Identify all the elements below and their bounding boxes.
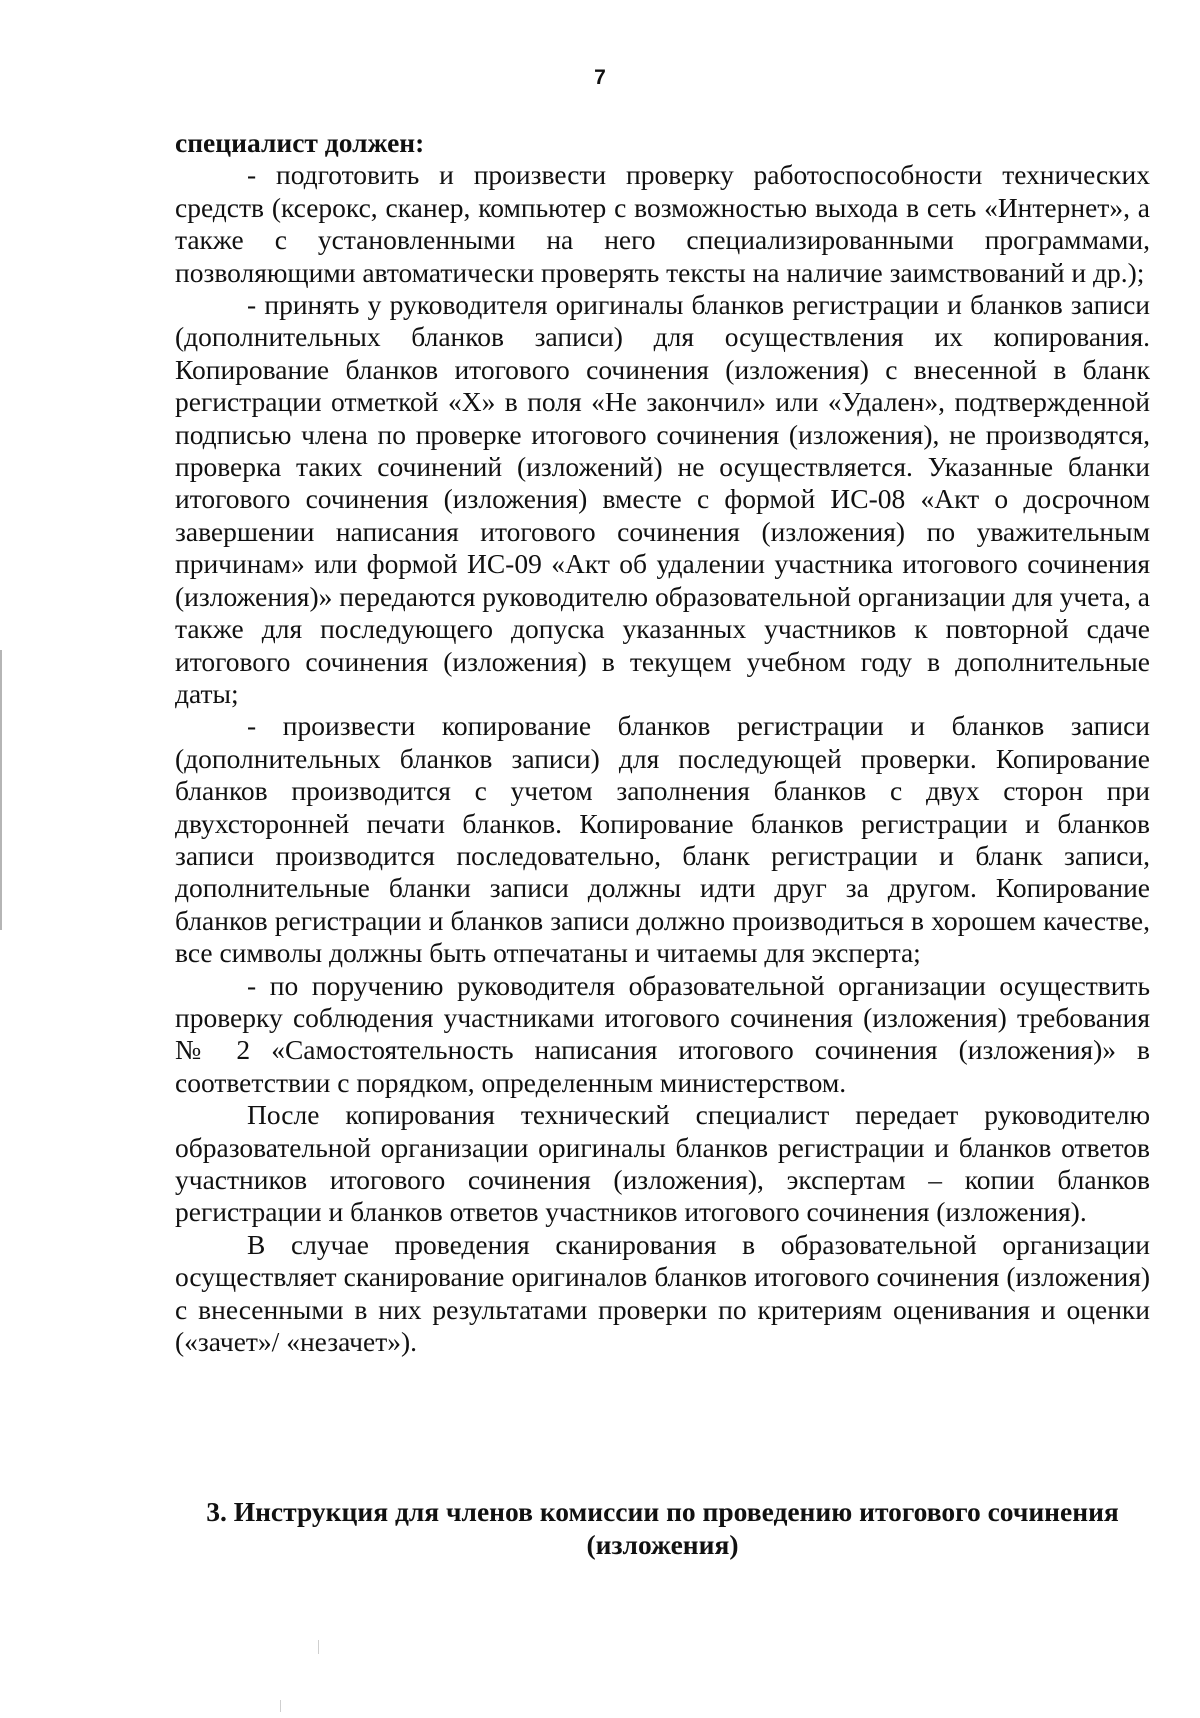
paragraph-accept-originals: - принять у руководителя оригиналы бланков регистрации и бланков записи (дополнительных бланков записи) для осуществления их копирования. Копирование бланков итогового сочинения (изложения) с внесенной в бланк регистрации отметкой «X» в поля «Не закончил» или «Удален», подтвержденной подписью члена по проверке итогового сочинения (изложения), не производятся, проверка таких сочинений (изложений) не осуществляется. Указанные бланки итогового сочинения (изложения) вместе с формой ИС-08 «Акт о досрочном завершении написания итогового сочинения (изложения) по уважительным причинам» или формой ИС-09 «Акт об удалении участника итогового сочинения (изложения)» передаются руководителю образовательной организации для учета, а также для последующего допуска указанных участников к повторной сдаче итогового сочинения (изложения) в текущем учебном году в дополнительные даты; xyxy=(175,289,1150,709)
paragraph-copy-forms: - произвести копирование бланков регистрации и бланков записи (дополнительных бланков записи) для последующей проверки. Копирование бланков производится с учетом заполнения бланков с двух сторон при двухсторонней печати бланков. Копирование бланков регистрации и бланков записи производится последовательно, бланк регистрации и бланк записи, дополнительные бланки записи должны идти друг за другом. Копирование бланков регистрации и бланков записи должно производиться в хорошем качестве, все символы должны быть отпечатаны и читаемы для эксперта; xyxy=(175,710,1150,969)
paragraph-scanning: В случае проведения сканирования в образовательной организации осуществляет сканирование оригиналов бланков итогового сочинения (изложения) с внесенными в них результатами проверки по критериям оценивания и оценки («зачет»/ «незачет»). xyxy=(175,1228,1150,1358)
scan-speck-mark xyxy=(318,1640,319,1654)
section-heading: 3. Инструкция для членов комиссии по проведению итогового сочинения (изложения) xyxy=(206,1496,1119,1560)
paragraph-independence-check: - по поручению руководителя образовательной организации осуществить проверку соблюдения участниками итогового сочинения (изложения) требования № 2 «Самостоятельность написания итогового сочинения (изложения)» в соответствии с порядком, определенным министерством. xyxy=(175,969,1150,1098)
document-body xyxy=(175,127,1150,1358)
page-number: 7 xyxy=(594,66,606,89)
scan-edge-mark xyxy=(0,650,2,930)
paragraph-after-copying: После копирования технический специалист передает руководителю образовательной организации оригиналы бланков регистрации и бланков ответов участников итогового сочинения (изложения), экспертам – копии бланков регистрации и бланков ответов участников итогового сочинения (изложения). xyxy=(175,1099,1150,1228)
paragraph-lead: специалист должен: xyxy=(175,127,425,158)
paragraph-check-equipment: - подготовить и произвести проверку работоспособности технических средств (ксерокс, сканер, компьютер с возможностью выхода в сеть «Интернет», а также с установленными на него специализированными программами, позволяющими автоматически проверять тексты на наличие заимствований и др.); xyxy=(175,159,1150,288)
scan-speck-mark xyxy=(280,1700,281,1712)
